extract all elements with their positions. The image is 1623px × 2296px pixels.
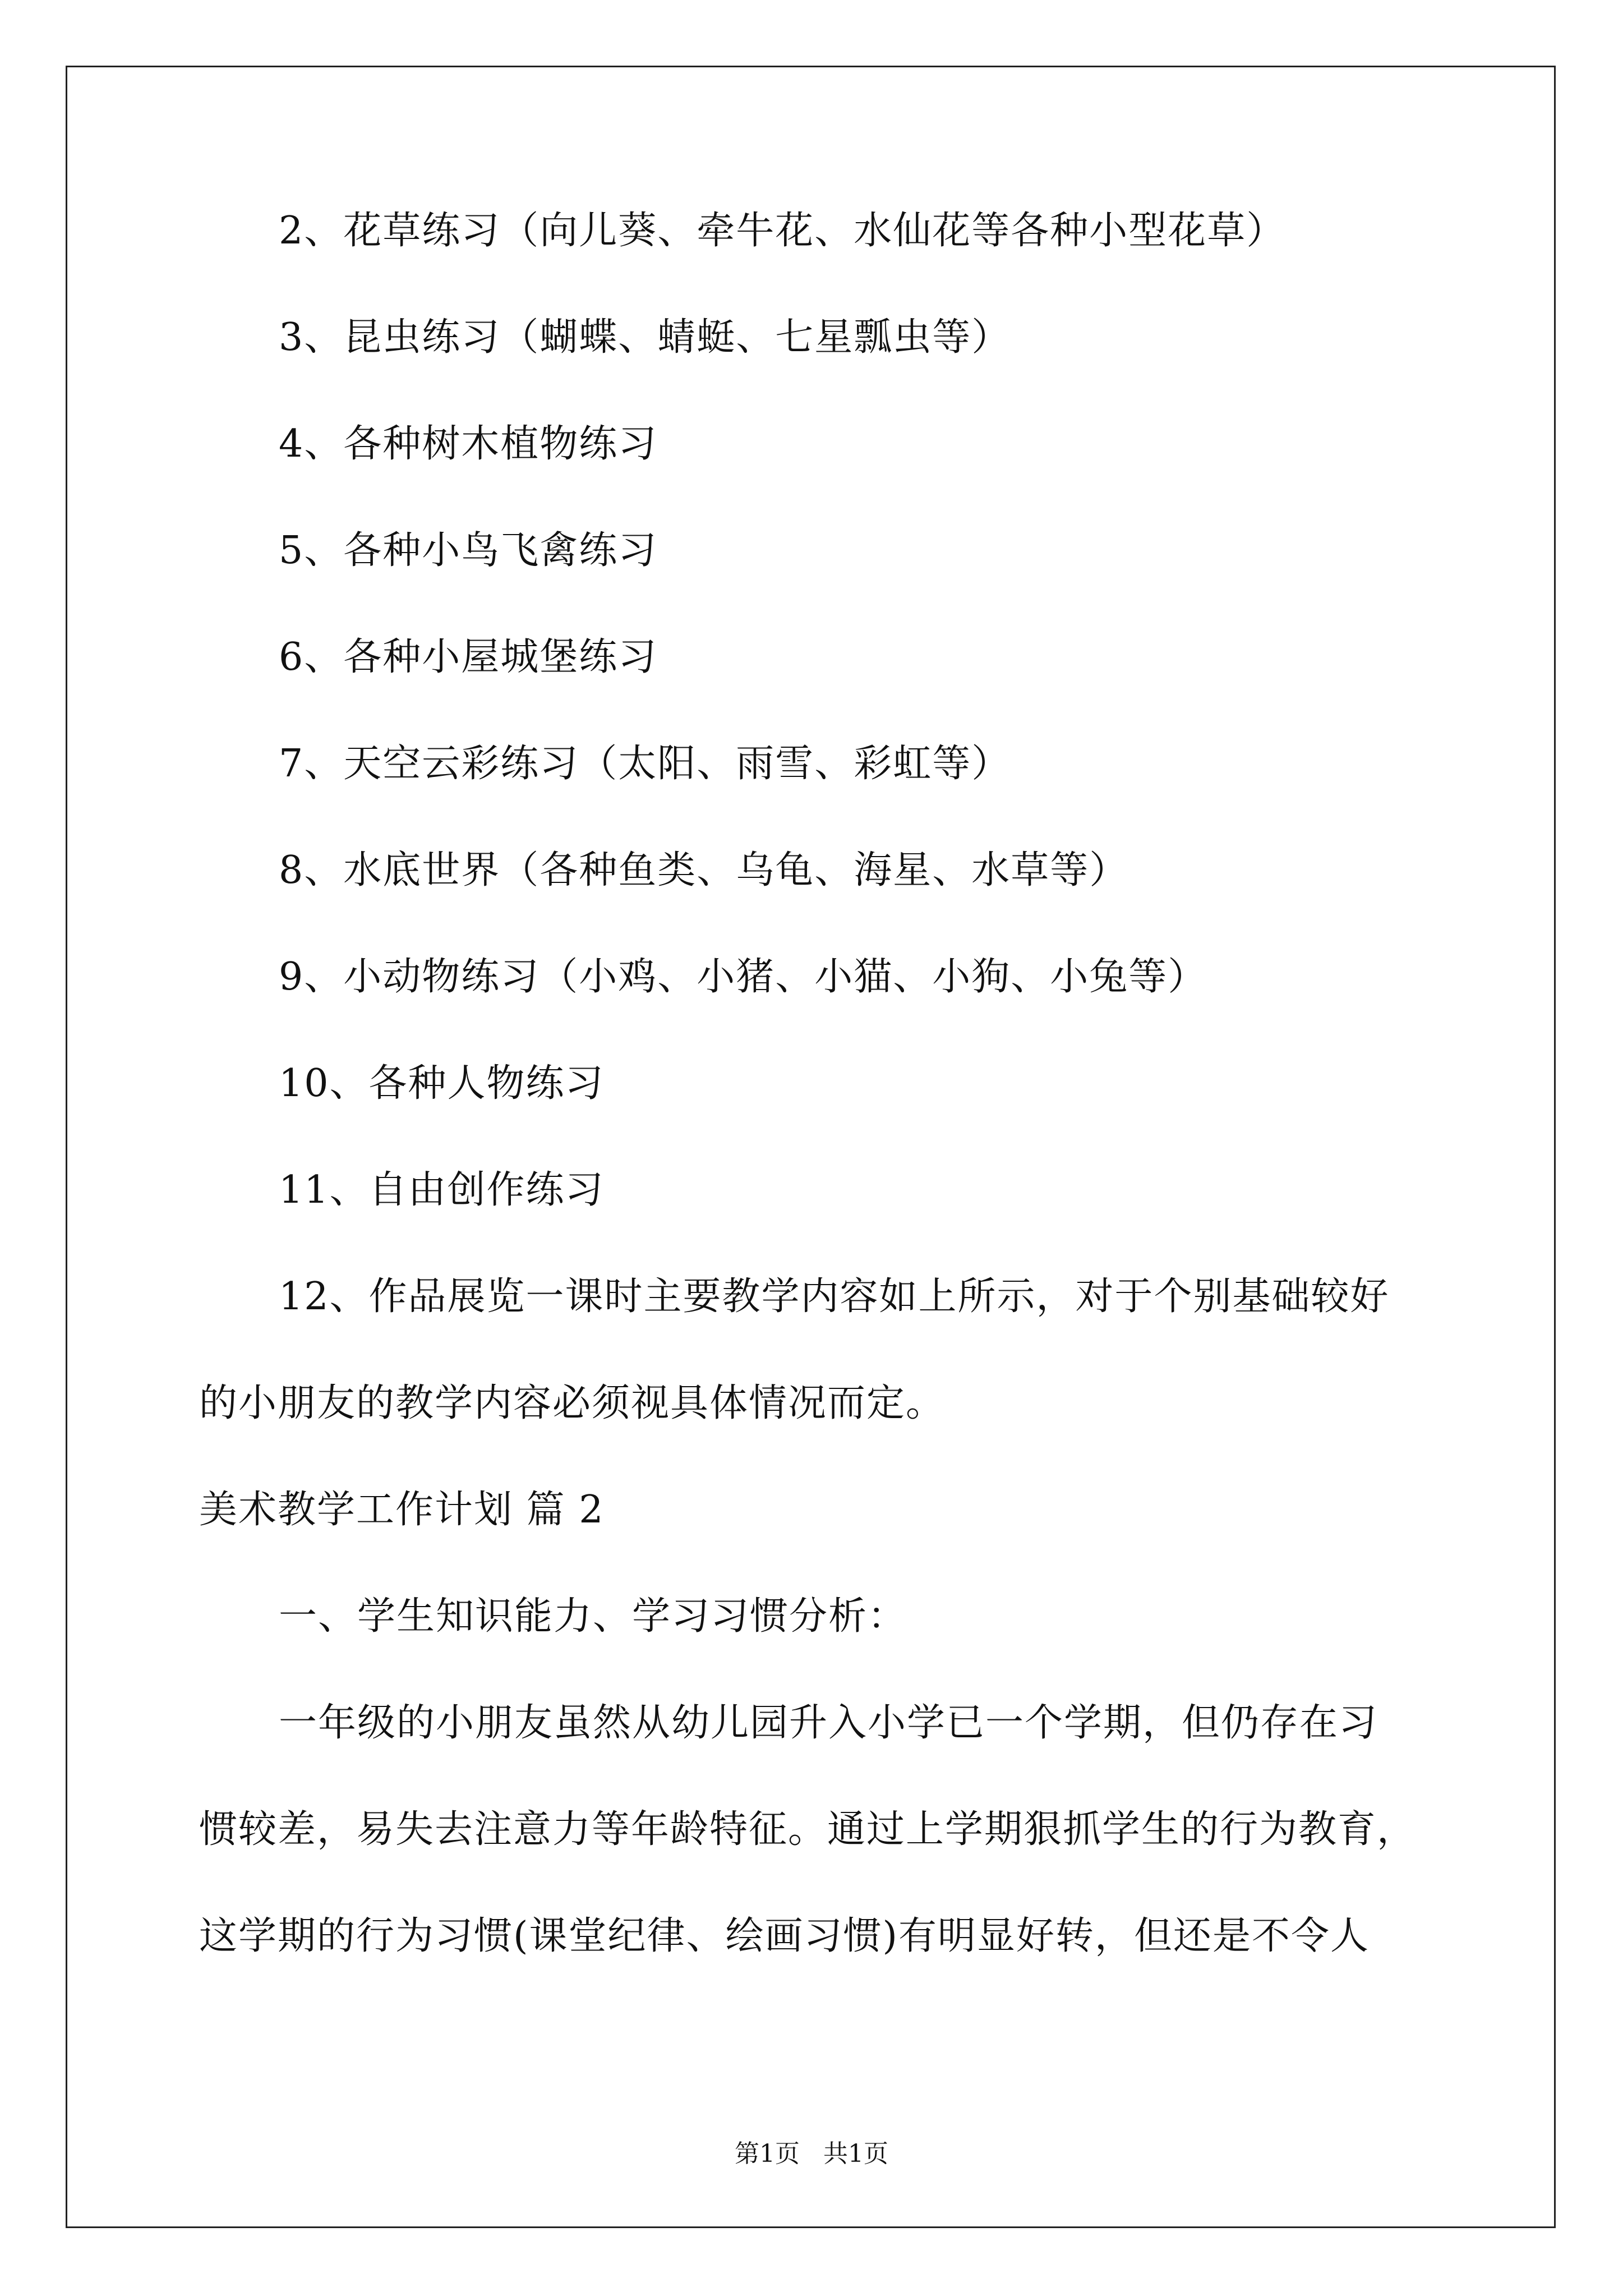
list-item-5: 5、各种小鸟飞禽练习 <box>279 528 658 573</box>
page-footer: 第1页 共1页 <box>735 2139 888 2168</box>
list-item-12: 12、作品展览一课时主要教学内容如上所示，对于个别基础较好 <box>279 1274 1390 1319</box>
list-item-6: 6、各种小屋城堡练习 <box>279 635 658 679</box>
list-item-9: 9、小动物练习（小鸡、小猪、小猫、小狗、小兔等） <box>279 955 1207 999</box>
page-frame <box>66 66 1556 2228</box>
list-item-8: 8、水底世界（各种鱼类、乌龟、海星、水草等） <box>279 848 1129 892</box>
list-item-2: 2、花草练习（向儿葵、牵牛花、水仙花等各种小型花草） <box>279 209 1286 253</box>
subsection-heading: 一、学生知识能力、学习习惯分析： <box>279 1594 907 1639</box>
paragraph-line: 一年级的小朋友虽然从幼儿园升入小学已一个学期，但仍存在习 <box>279 1701 1378 1745</box>
paragraph-line: 惯较差，易失去注意力等年龄特征。通过上学期狠抓学生的行为教育， <box>199 1807 1417 1852</box>
paragraph-line: 的小朋友的教学内容必须视具体情况而定。 <box>199 1381 946 1425</box>
list-item-3: 3、昆虫练习（蝴蝶、蜻蜓、七星瓢虫等） <box>279 315 1011 360</box>
list-item-10: 10、各种人物练习 <box>279 1061 605 1106</box>
paragraph-line: 这学期的行为习惯(课堂纪律、绘画习惯)有明显好转，但还是不令人 <box>199 1914 1370 1958</box>
list-item-11: 11、自由创作练习 <box>279 1168 605 1212</box>
section-heading: 美术教学工作计划 篇 2 <box>199 1488 605 1532</box>
list-item-7: 7、天空云彩练习（太阳、雨雪、彩虹等） <box>279 742 1011 786</box>
list-item-4: 4、各种树木植物练习 <box>279 422 658 466</box>
